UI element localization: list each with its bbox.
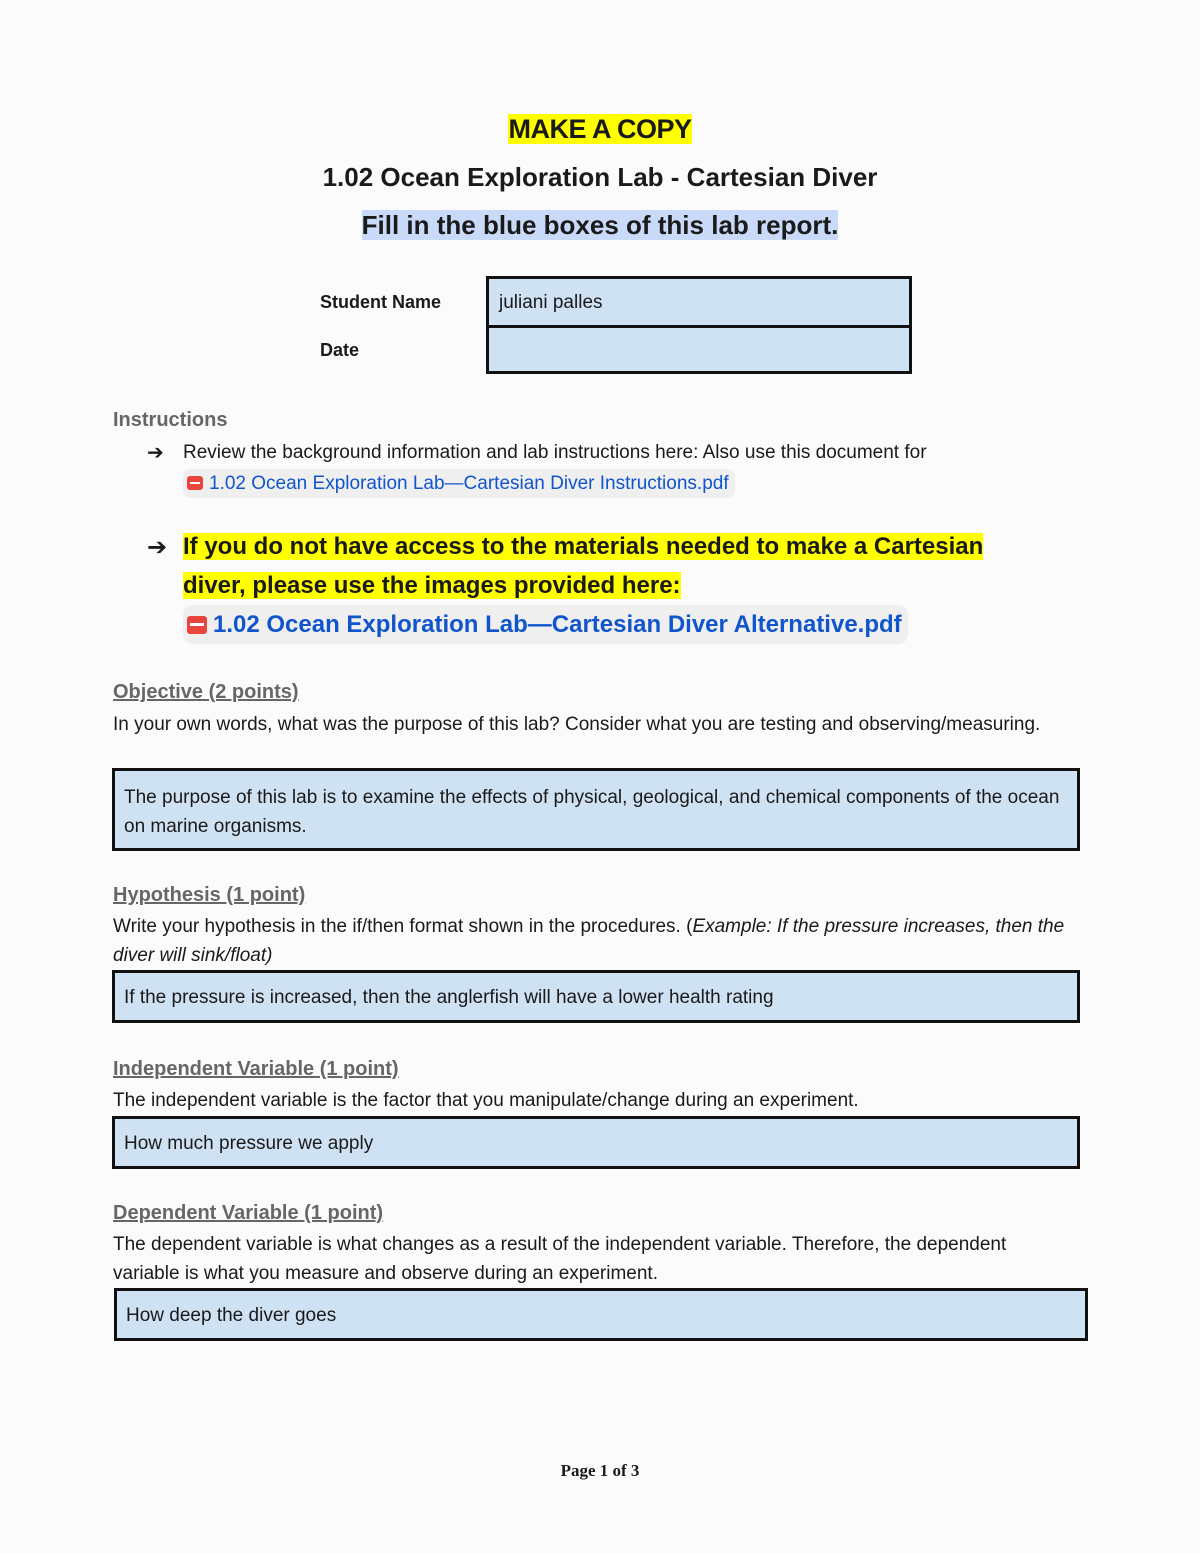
make-copy-text: MAKE A COPY [508,114,692,144]
independent-variable-prompt: The independent variable is the factor that you manipulate/change during an experiment. [113,1090,859,1111]
instructions-item-1 [183,438,1063,498]
independent-variable-heading: Independent Variable (1 point) [113,1058,399,1080]
instructions-item-2-line1: If you do not have access to the materials needed to make a Cartesian [183,533,984,560]
dependent-variable-answer-box[interactable]: How deep the diver goes [114,1288,1088,1341]
instructions-pdf-link-label: 1.02 Ocean Exploration Lab—Cartesian Diver Instructions.pdf [209,473,729,494]
page-number: Page 1 of 3 [560,1461,640,1480]
hypothesis-prompt-text: Write your hypothesis in the if/then format shown in the procedures. ( [113,916,693,937]
instructions-heading: Instructions [113,409,228,431]
pdf-file-icon [187,616,207,634]
instructions-item-2-line2: diver, please use the images provided here: [183,572,681,599]
alternative-pdf-link[interactable] [183,605,908,644]
student-info-table [486,276,912,374]
student-name-field[interactable]: juliani palles [499,292,603,313]
arrow-bullet-icon: ➔ [147,442,164,464]
fill-note [0,210,1200,241]
make-copy-heading [0,114,1200,145]
date-field[interactable] [489,325,909,371]
objective-prompt: In your own words, what was the purpose of this lab? Consider what you are testing and observing/measuring. [113,714,1041,735]
instructions-item-1-text: Review the background information and lab instructions here: Also use this document for [183,442,927,463]
hypothesis-prompt-example: Example: If the pressure increases, then the diver will sink/float) [113,916,1065,966]
hypothesis-heading: Hypothesis (1 point) [113,884,306,906]
hypothesis-prompt [113,912,1073,970]
hypothesis-answer-box[interactable]: If the pressure is increased, then the anglerfish will have a lower health rating [112,970,1080,1023]
alternative-pdf-link-label: 1.02 Ocean Exploration Lab—Cartesian Diver Alternative.pdf [213,611,902,638]
independent-variable-answer-box[interactable]: How much pressure we apply [112,1116,1080,1169]
dependent-variable-heading: Dependent Variable (1 point) [113,1202,384,1224]
pdf-file-icon [187,476,203,490]
date-label: Date [320,340,360,360]
objective-answer-box[interactable]: The purpose of this lab is to examine the effects of physical, geological, and chemical components of the ocean on marine organisms. [112,768,1080,851]
dependent-variable-prompt: The dependent variable is what changes as a result of the independent variable. Therefore, the dependent variable is what you measure and observe during an experiment. [113,1234,1007,1284]
objective-heading: Objective (2 points) [113,681,299,703]
instructions-pdf-link[interactable] [183,469,735,498]
fill-note-text: Fill in the blue boxes of this lab report. [361,210,839,240]
page-title: 1.02 Ocean Exploration Lab - Cartesian Diver [322,162,878,192]
arrow-bullet-icon: ➔ [147,534,168,561]
instructions-item-2 [183,527,1083,644]
student-name-label: Student Name [320,292,442,312]
